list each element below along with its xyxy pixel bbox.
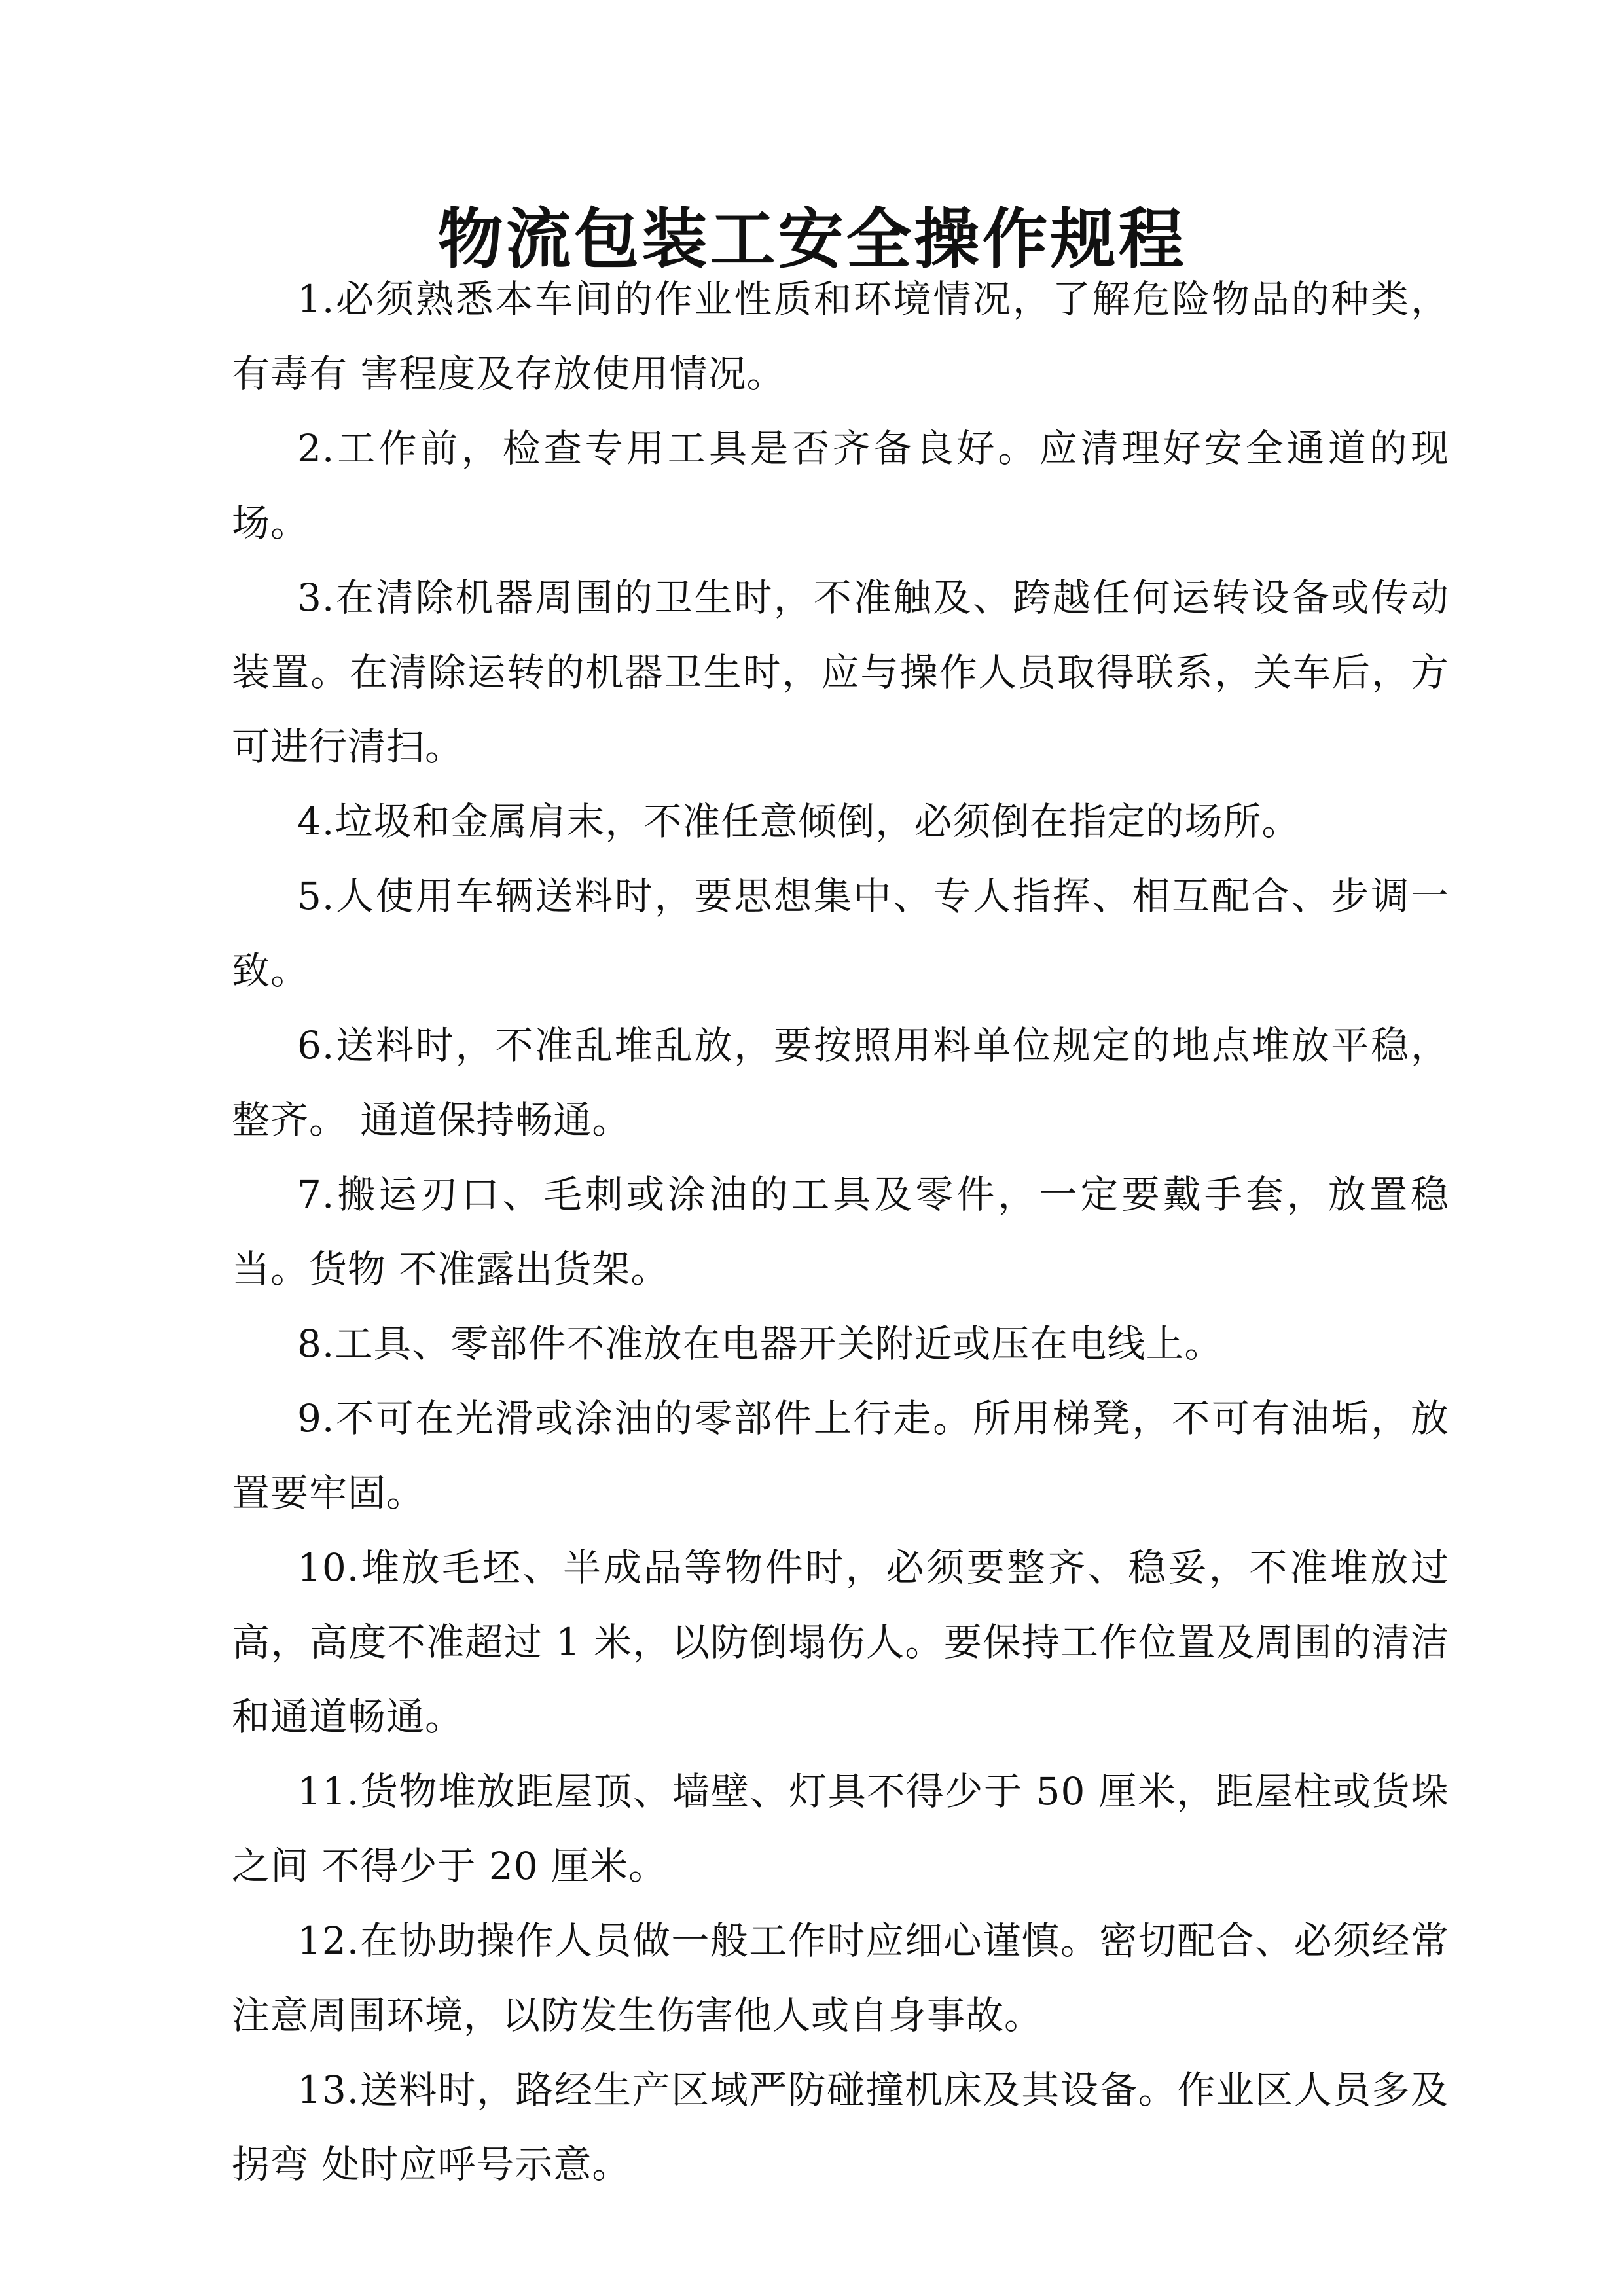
rule-item-9: 9.不可在光滑或涂油的零部件上行走。所用梯凳，不可有油垢，放置要牢固。 — [232, 1396, 1449, 1515]
rule-item-6: 6.送料时，不准乱堆乱放，要按照用料单位规定的地点堆放平稳，整齐。 通道保持畅通。 — [232, 1023, 1449, 1142]
rule-item-13: 13.送料时，路经生产区域严防碰撞机床及其设备。作业区人员多及拐弯 处时应呼号示意。 — [232, 2068, 1449, 2187]
rules-list — [232, 262, 1449, 2202]
rule-item-12: 12.在协助操作人员做一般工作时应细心谨慎。密切配合、必须经常注意周围环境，以防发生伤害他人或自身事故。 — [232, 1918, 1449, 2037]
rule-item-1: 1.必须熟悉本车间的作业性质和环境情况，了解危险物品的种类，有毒有 害程度及存放使用情况。 — [232, 277, 1449, 396]
rule-item-3: 3.在清除机器周围的卫生时，不准触及、跨越任何运转设备或传动装置。在清除运转的机器卫生时，应与操作人员取得联系，关车后，方可进行清扫。 — [232, 575, 1449, 769]
rule-item-5: 5.人使用车辆送料时，要思想集中、专人指挥、相互配合、步调一致。 — [232, 874, 1449, 993]
rule-item-11: 11.货物堆放距屋顶、墙壁、灯具不得少于 50 厘米，距屋柱或货垛之间 不得少于 20 厘米。 — [232, 1769, 1449, 1888]
rule-item-8: 8.工具、零部件不准放在电器开关附近或压在电线上。 — [297, 1321, 1223, 1366]
document-title: 物流包装工安全操作规程 — [437, 200, 1187, 278]
rule-item-2: 2.工作前，检查专用工具是否齐备良好。应清理好安全通道的现场。 — [232, 426, 1449, 545]
rule-item-4: 4.垃圾和金属肩末，不准任意倾倒，必须倒在指定的场所。 — [297, 799, 1301, 844]
rule-item-10: 10.堆放毛坯、半成品等物件时，必须要整齐、稳妥，不准堆放过高，高度不准超过 1 米，以防倒塌伤人。要保持工作位置及周围的清洁和通道畅通。 — [232, 1545, 1449, 1739]
rule-item-7: 7.搬运刃口、毛刺或涂油的工具及零件，一定要戴手套，放置稳当。货物 不准露出货架。 — [232, 1172, 1449, 1291]
